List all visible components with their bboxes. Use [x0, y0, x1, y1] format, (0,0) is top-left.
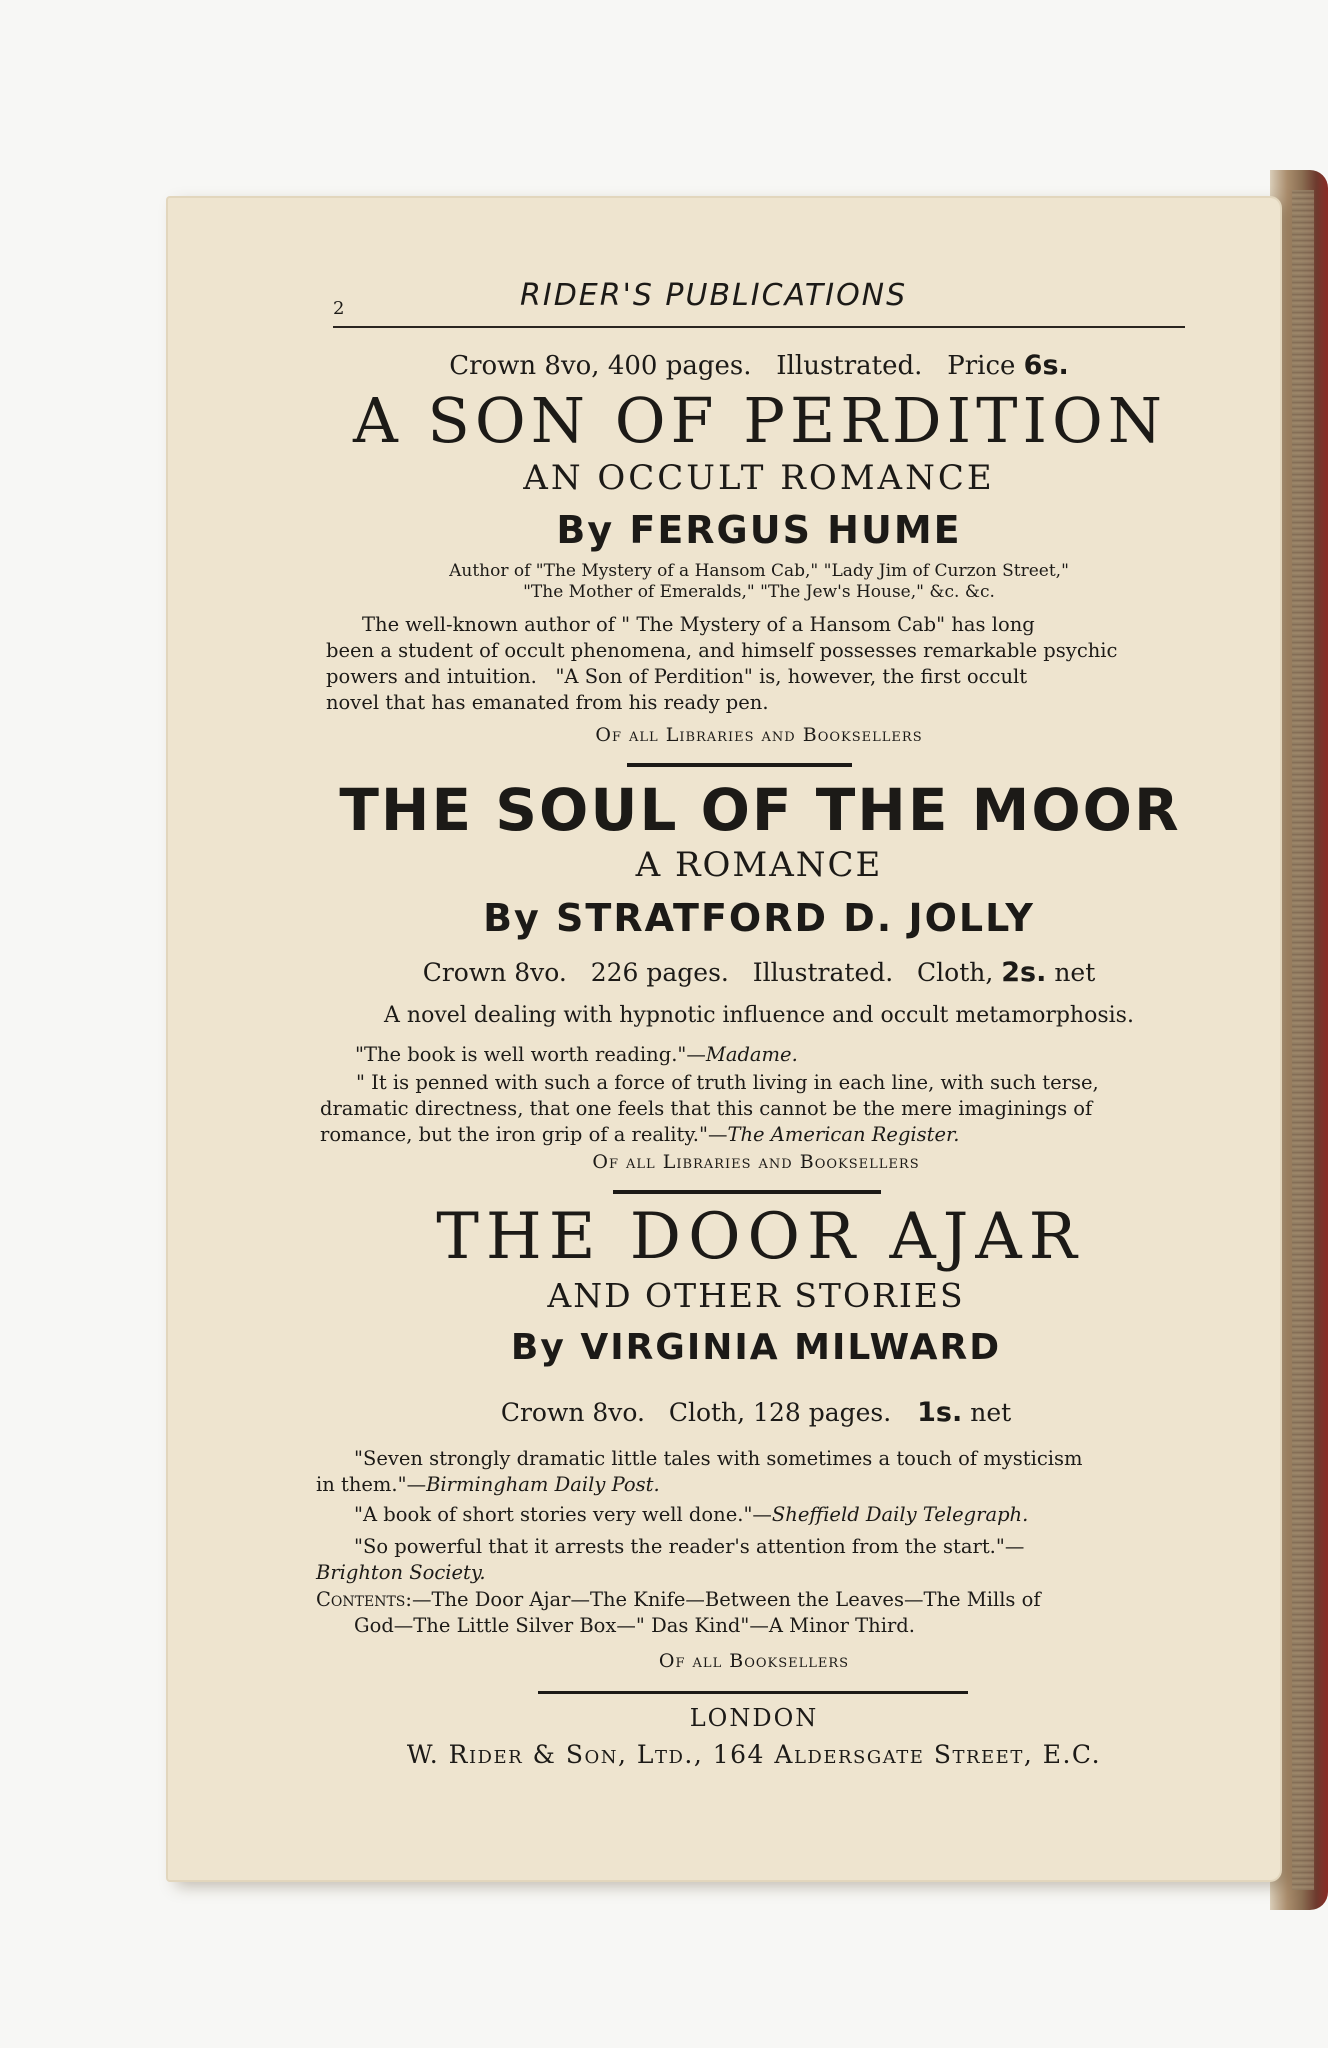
book3-review2-source: Sheffield Daily Telegraph. [771, 1503, 1029, 1526]
book2-byline: By STRATFORD D. JOLLY [483, 896, 1035, 940]
running-title: RIDER'S PUBLICATIONS [520, 278, 908, 313]
book3-contents-line1 [316, 1587, 1192, 1613]
footer-publisher: W. Rider & Son, Ltd., 164 Aldersgate Street, E.C. [406, 1740, 1102, 1769]
book2-review2-line: " It is penned with such a force of truth living in each line, with such terse, [356, 1071, 1099, 1094]
book3-review1-line2 [316, 1472, 1192, 1498]
book1-availability: Of all Libraries and Booksellers [595, 724, 923, 746]
book2-price: 2s. [1001, 957, 1047, 988]
book2-review2-line: dramatic directness, that one feels that this cannot be the mere imaginings of [320, 1097, 1093, 1120]
book2-format-line [333, 957, 1185, 988]
book1-format: Crown 8vo, 400 pages. Illustrated. Price [449, 351, 1016, 381]
book2-review1-text: "The book is well worth reading."— [355, 1043, 706, 1066]
book1-description-line: powers and intuition. "A Son of Perdition" is, however, the first occult [326, 665, 1028, 688]
book1-description-line: novel that has emanated from his ready pen. [326, 691, 769, 714]
book2-review2-last-line [320, 1122, 1192, 1148]
book2-review2-source: The American Register. [727, 1123, 960, 1146]
book3-contents [316, 1587, 1192, 1639]
book3-price: 1s. [917, 1397, 963, 1428]
book3-price-suffix: net [970, 1398, 1012, 1427]
book3-review3 [316, 1534, 1192, 1586]
book1-divider [627, 763, 852, 767]
book3-review1-line: "Seven strongly dramatic little tales with sometimes a touch of mysticism [354, 1447, 1083, 1470]
book3-review1 [316, 1446, 1192, 1498]
footer-city: LONDON [689, 1704, 819, 1732]
book2-subtitle: A ROMANCE [635, 845, 883, 885]
book2-price-suffix: net [1054, 958, 1096, 987]
book3-review3-line: "So powerful that it arrests the reader's attention from the start."— [354, 1535, 1025, 1558]
book2-review2 [320, 1070, 1192, 1148]
book1-description [326, 612, 1186, 716]
book1-author-works-1: Author of "The Mystery of a Hansom Cab," "Lady Jim of Curzon Street," [449, 561, 1069, 581]
spine-cloth-texture [1292, 190, 1314, 1890]
book3-subtitle: AND OTHER STORIES [547, 1276, 965, 1315]
book3-review2-text: "A book of short stories very well done."— [354, 1503, 772, 1526]
book3-contents-line2: God—The Little Silver Box—" Das Kind"—A Minor Third. [354, 1614, 915, 1637]
book2-divider [613, 1190, 881, 1194]
book2-review2-last-text: romance, but the iron grip of a reality."— [320, 1123, 728, 1146]
book1-byline: By FERGUS HUME [556, 508, 962, 552]
book1-price: 6s. [1023, 350, 1069, 381]
book2-format: Crown 8vo. 226 pages. Illustrated. Cloth, [422, 958, 994, 987]
book3-format: Crown 8vo. Cloth, 128 pages. [500, 1398, 892, 1427]
book3-review1-line2-text: in them."— [316, 1473, 427, 1496]
book1-description-line: The well-known author of " The Mystery of a Hansom Cab" has long [362, 613, 1035, 636]
book2-review1-source: Madame. [705, 1043, 798, 1066]
book3-contents-label: Contents [316, 1588, 406, 1611]
book3-review3-source: Brighton Society. [316, 1561, 486, 1584]
book3-title: THE DOOR AJAR [436, 1200, 1084, 1274]
footer-rule [538, 1691, 968, 1694]
book3-contents-text: :—The Door Ajar—The Knife—Between the Leaves—The Mills of [405, 1588, 1041, 1611]
book1-title: A SON OF PERDITION [352, 384, 1168, 457]
book1-format-line [333, 350, 1185, 381]
book2-availability: Of all Libraries and Booksellers [592, 1151, 920, 1173]
book2-title: THE SOUL OF THE MOOR [339, 776, 1181, 844]
header-rule [333, 326, 1185, 328]
book1-author-works-2: "The Mother of Emeralds," "The Jew's House," &c. &c. [523, 582, 995, 602]
book3-byline: By VIRGINIA MILWARD [510, 1327, 1002, 1368]
book1-description-line: been a student of occult phenomena, and himself possesses remarkable psychic [326, 639, 1118, 662]
book2-review1 [355, 1043, 798, 1066]
book3-review2 [354, 1503, 1028, 1526]
book3-format-line [320, 1397, 1192, 1428]
book3-review1-source: Birmingham Daily Post. [426, 1473, 660, 1496]
book1-subtitle: AN OCCULT ROMANCE [523, 458, 995, 498]
book3-review3-source-line [316, 1560, 1192, 1586]
page-number: 2 [333, 298, 345, 319]
book2-description: A novel dealing with hypnotic influence and occult metamorphosis. [384, 1003, 1134, 1028]
book3-availability: Of all Booksellers [658, 1650, 850, 1672]
